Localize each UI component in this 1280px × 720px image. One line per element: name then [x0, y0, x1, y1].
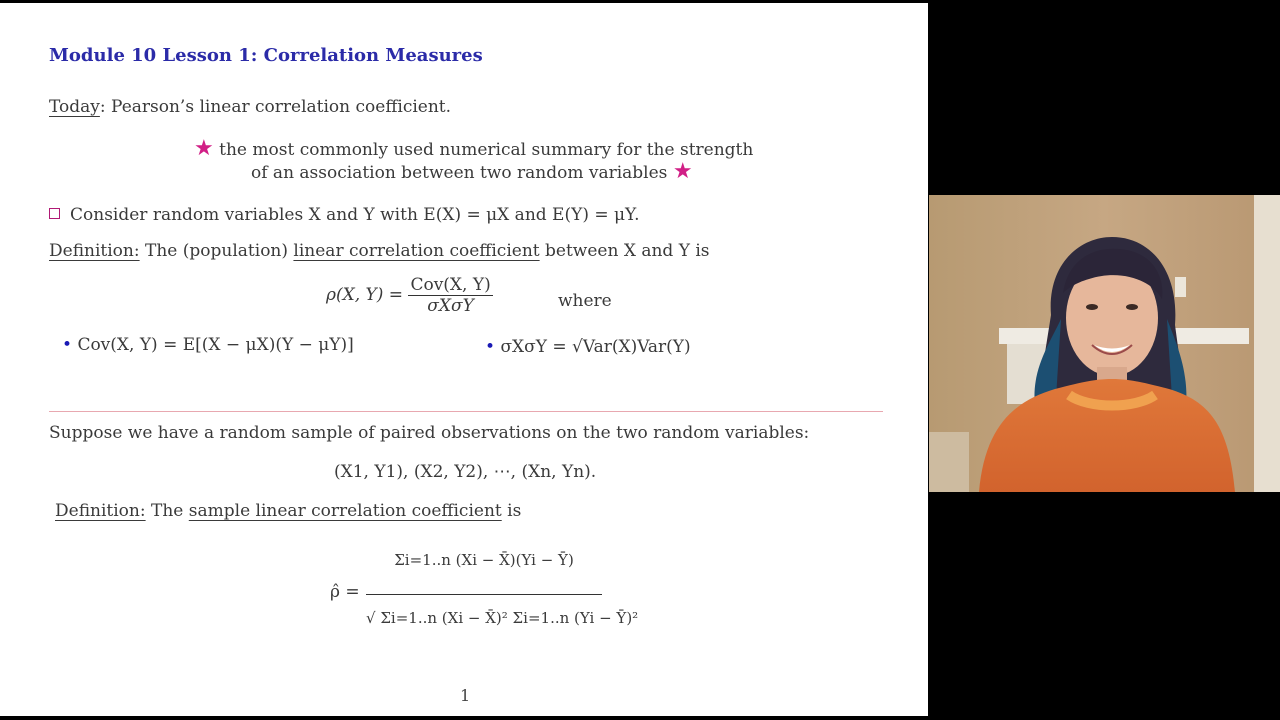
where-label: where [558, 291, 612, 311]
bullet-dot-icon: • [485, 337, 496, 357]
definition-sample [55, 501, 521, 521]
section-divider [49, 411, 883, 412]
definition-population [49, 241, 709, 261]
highlight-line-1 [194, 136, 753, 161]
definition-post: is [507, 501, 522, 521]
page-number: 1 [460, 686, 471, 705]
rho-fraction [408, 275, 492, 316]
checkbox-square-icon [49, 208, 60, 219]
today-label: Today [49, 97, 100, 117]
slide-title: Module 10 Lesson 1: Correlation Measures [49, 45, 483, 66]
rho-numerator: Cov(X, Y) [410, 275, 491, 295]
slide [0, 3, 928, 716]
bullet-cov-text: Cov(X, Y) = E[(X − μX)(Y − μY)] [77, 335, 354, 355]
highlight-text-1: the most commonly used numerical summary for the strength [219, 140, 754, 160]
rho-hat-numerator: Σi=1..n (Xi − X̄)(Yi − Ȳ) [394, 551, 574, 569]
rho-hat-denominator: √ Σi=1..n (Xi − X̄)² Σi=1..n (Yi − Ȳ)² [366, 609, 639, 627]
consider-line [49, 205, 639, 225]
star-icon: ★ [672, 159, 693, 184]
pairs-formula: (X1, Y1), (X2, Y2), ⋯, (Xn, Yn). [334, 462, 597, 482]
definition-post: between X and Y is [545, 241, 710, 261]
rho-hat-fraction-bar [366, 594, 602, 595]
presenter-video [929, 195, 1280, 492]
definition-term: sample linear correlation coefficient [188, 501, 502, 521]
bullet-dot-icon: • [62, 335, 73, 355]
rho-denominator: σXσY [408, 295, 492, 316]
definition-pre: The [151, 501, 184, 521]
definition-label: Definition: [49, 241, 140, 261]
star-icon: ★ [194, 136, 214, 161]
bullet-sigma [485, 337, 691, 357]
rho-lhs: ρ(X, Y) = [326, 285, 404, 305]
highlight-line-2 [251, 159, 693, 184]
rho-hat-lhs: ρ̂ = [330, 582, 360, 602]
highlight-text-2: of an association between two random variables [251, 163, 668, 183]
today-text: : Pearson’s linear correlation coefficient. [99, 97, 452, 117]
consider-text: Consider random variables X and Y with E(X) = μX and E(Y) = μY. [70, 205, 640, 225]
rho-formula [326, 275, 493, 316]
bullet-sigma-text: σXσY = √Var(X)Var(Y) [500, 337, 691, 357]
presenter-webcam [929, 195, 1280, 492]
definition-pre: The (population) [145, 241, 289, 261]
today-line [49, 97, 451, 117]
definition-term: linear correlation coefficient [293, 241, 540, 261]
bullet-cov [62, 335, 354, 355]
definition-label: Definition: [55, 501, 146, 521]
sample-text: Suppose we have a random sample of paired observations on the two random variables: [49, 423, 810, 443]
